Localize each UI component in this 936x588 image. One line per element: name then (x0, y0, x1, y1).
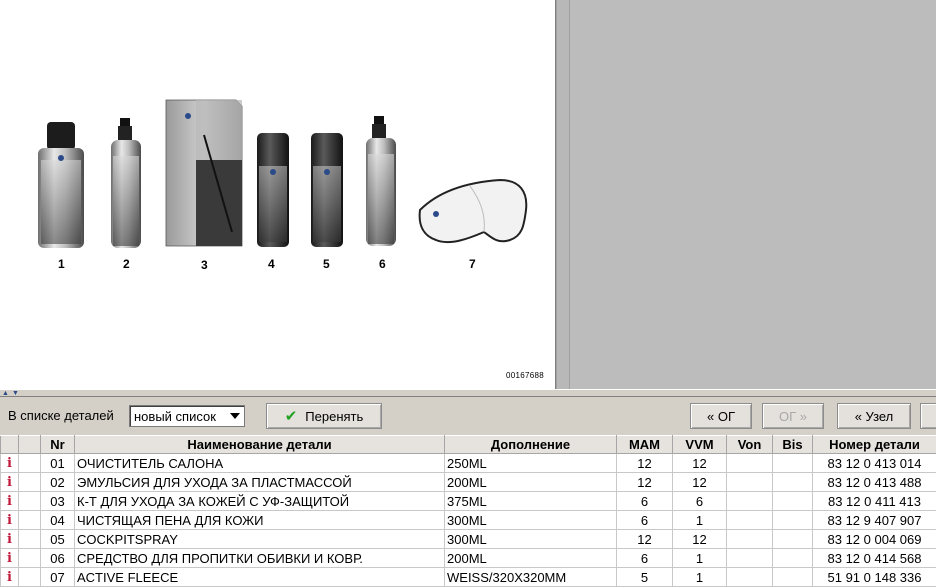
next-group-label: ОГ » (779, 408, 807, 424)
cell-addition: 375ML (445, 492, 617, 511)
parts-table (0, 435, 936, 587)
list-label: В списке деталей (8, 408, 114, 423)
cell-nr: 04 (41, 511, 75, 530)
next-group-button[interactable] (762, 403, 824, 429)
product-1-bottle (38, 122, 84, 248)
parts-illustration (0, 0, 556, 389)
checkmark-icon: ✔ (284, 408, 298, 425)
header-vvm[interactable]: VVM (673, 436, 727, 454)
row-mark-cell[interactable] (19, 568, 41, 587)
info-icon[interactable]: i (1, 454, 19, 473)
list-select[interactable] (129, 405, 245, 427)
header-bis[interactable]: Bis (773, 436, 813, 454)
row-mark-cell[interactable] (19, 511, 41, 530)
cell-von (727, 492, 773, 511)
cell-vvm: 12 (673, 454, 727, 473)
cell-name: ОЧИСТИТЕЛЬ САЛОНА (75, 454, 445, 473)
cell-bis (773, 549, 813, 568)
table-row[interactable] (1, 530, 936, 549)
cell-part-number: 83 12 0 411 413 (813, 492, 936, 511)
cell-mam: 12 (617, 473, 673, 492)
cell-nr: 03 (41, 492, 75, 511)
header-info[interactable] (1, 436, 19, 454)
item-number-5[interactable]: 5 (323, 257, 330, 271)
info-icon[interactable]: i (1, 530, 19, 549)
row-mark-cell[interactable] (19, 549, 41, 568)
item-number-2[interactable]: 2 (123, 257, 130, 271)
product-2-spray-bottle (111, 118, 141, 248)
dropdown-caret-icon (230, 413, 240, 419)
cell-part-number: 83 12 0 004 069 (813, 530, 936, 549)
node-button[interactable] (837, 403, 911, 429)
cell-bis (773, 568, 813, 587)
cell-nr: 01 (41, 454, 75, 473)
horizontal-splitter[interactable] (0, 389, 936, 397)
table-row[interactable] (1, 568, 936, 587)
info-icon[interactable]: i (1, 568, 19, 587)
header-mam[interactable]: MAM (617, 436, 673, 454)
item-number-1[interactable]: 1 (58, 257, 65, 271)
table-row[interactable] (1, 454, 936, 473)
cell-von (727, 454, 773, 473)
vertical-splitter[interactable] (556, 0, 570, 389)
cell-bis (773, 492, 813, 511)
splitter-up-arrow-icon[interactable]: ▲ (2, 390, 9, 397)
cell-name: ЭМУЛЬСИЯ ДЛЯ УХОДА ЗА ПЛАСТМАССОЙ (75, 473, 445, 492)
cell-addition: 300ML (445, 511, 617, 530)
splitter-down-arrow-icon[interactable]: ▼ (12, 390, 19, 397)
cell-mam: 6 (617, 492, 673, 511)
cell-mam: 12 (617, 454, 673, 473)
cell-von (727, 530, 773, 549)
cell-mam: 12 (617, 530, 673, 549)
cell-bis (773, 530, 813, 549)
info-icon[interactable]: i (1, 473, 19, 492)
right-empty-panel (570, 0, 936, 389)
cell-von (727, 568, 773, 587)
info-icon[interactable]: i (1, 492, 19, 511)
row-mark-cell[interactable] (19, 530, 41, 549)
drawing-id: 00167688 (506, 371, 544, 380)
cell-mam: 5 (617, 568, 673, 587)
item-number-4[interactable]: 4 (268, 257, 275, 271)
table-row[interactable] (1, 511, 936, 530)
row-mark-cell[interactable] (19, 473, 41, 492)
prev-group-label: « ОГ (707, 408, 735, 424)
apply-button[interactable] (266, 403, 382, 429)
header-von[interactable]: Von (727, 436, 773, 454)
parts-diagram-panel[interactable] (0, 0, 556, 389)
header-name[interactable]: Наименование детали (75, 436, 445, 454)
product-5-can (311, 133, 343, 247)
cell-von (727, 473, 773, 492)
cell-vvm: 12 (673, 530, 727, 549)
partial-button[interactable] (920, 403, 936, 429)
parts-list-toolbar (0, 397, 936, 435)
header-addition[interactable]: Дополнение (445, 436, 617, 454)
table-header-row (1, 436, 936, 454)
info-icon[interactable]: i (1, 511, 19, 530)
cell-mam: 6 (617, 511, 673, 530)
cell-vvm: 1 (673, 568, 727, 587)
cell-vvm: 1 (673, 549, 727, 568)
row-mark-cell[interactable] (19, 454, 41, 473)
cell-addition: 200ML (445, 549, 617, 568)
prev-group-button[interactable] (690, 403, 752, 429)
cell-nr: 02 (41, 473, 75, 492)
header-nr[interactable]: Nr (41, 436, 75, 454)
table-row[interactable] (1, 492, 936, 511)
header-mark[interactable] (19, 436, 41, 454)
cell-name: ACTIVE FLEECE (75, 568, 445, 587)
parts-table-container (0, 435, 936, 588)
cell-von (727, 549, 773, 568)
list-select-value: новый список (134, 409, 216, 424)
row-mark-cell[interactable] (19, 492, 41, 511)
table-row[interactable] (1, 473, 936, 492)
cell-name: СРЕДСТВО ДЛЯ ПРОПИТКИ ОБИВКИ И КОВР. (75, 549, 445, 568)
product-3-box (166, 100, 242, 246)
apply-button-label: Перенять (305, 408, 364, 424)
cell-nr: 06 (41, 549, 75, 568)
item-number-3[interactable]: 3 (201, 258, 208, 272)
info-icon[interactable]: i (1, 549, 19, 568)
cell-part-number: 83 12 9 407 907 (813, 511, 936, 530)
cell-name: К-Т ДЛЯ УХОДА ЗА КОЖЕЙ С УФ-ЗАЩИТОЙ (75, 492, 445, 511)
cell-addition: 250ML (445, 454, 617, 473)
cell-bis (773, 454, 813, 473)
cell-part-number: 83 12 0 413 014 (813, 454, 936, 473)
cell-addition: WEISS/320X320MM (445, 568, 617, 587)
cell-part-number: 51 91 0 148 336 (813, 568, 936, 587)
cell-von (727, 511, 773, 530)
cell-nr: 05 (41, 530, 75, 549)
node-button-label: « Узел (854, 408, 894, 424)
item-number-7[interactable]: 7 (469, 257, 476, 271)
cell-nr: 07 (41, 568, 75, 587)
product-4-can (257, 133, 289, 247)
cell-bis (773, 473, 813, 492)
table-row[interactable] (1, 549, 936, 568)
cell-mam: 6 (617, 549, 673, 568)
item-number-6[interactable]: 6 (379, 257, 386, 271)
cell-bis (773, 511, 813, 530)
cell-name: COCKPITSPRAY (75, 530, 445, 549)
cell-addition: 300ML (445, 530, 617, 549)
cell-vvm: 12 (673, 473, 727, 492)
cell-vvm: 1 (673, 511, 727, 530)
cell-name: ЧИСТЯЩАЯ ПЕНА ДЛЯ КОЖИ (75, 511, 445, 530)
cell-vvm: 6 (673, 492, 727, 511)
product-7-fleece (420, 180, 527, 242)
header-part-number[interactable]: Номер детали (813, 436, 936, 454)
product-6-spray-bottle (366, 116, 396, 246)
cell-part-number: 83 12 0 413 488 (813, 473, 936, 492)
cell-part-number: 83 12 0 414 568 (813, 549, 936, 568)
cell-addition: 200ML (445, 473, 617, 492)
